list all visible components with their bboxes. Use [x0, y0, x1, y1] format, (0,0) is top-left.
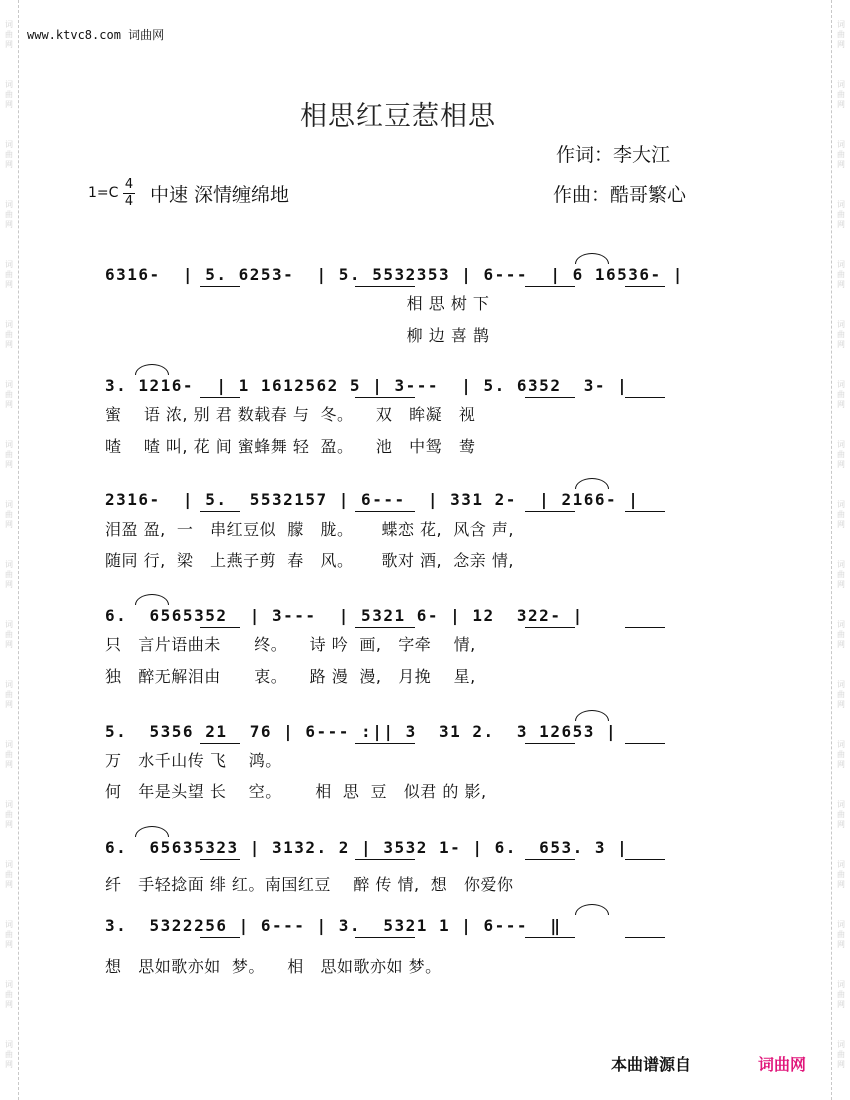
watermark-text: 词 曲 网: [837, 380, 845, 409]
rhythm-beam: [200, 627, 240, 628]
notes-system-3: 2316- | 5. 5532157 | 6--- | 331 2- | 2166- |: [105, 490, 725, 516]
rhythm-beam: [200, 937, 240, 938]
watermark-text: 词 曲 网: [5, 20, 13, 49]
lyricist: 作词：李大江: [556, 144, 671, 166]
watermark-text: 词 曲 网: [5, 200, 13, 229]
watermark-text: 词 曲 网: [5, 440, 13, 469]
rhythm-beam: [355, 937, 415, 938]
rhythm-beam: [355, 859, 415, 860]
watermark-text: 词 曲 网: [5, 740, 13, 769]
rhythm-beam: [200, 397, 240, 398]
watermark-text: 词 曲 网: [837, 560, 845, 589]
lyrics-system-7-verse-1: 想 思如歌亦如 梦。 相 思如歌亦如 梦。: [105, 957, 442, 976]
lyrics-system-5-verse-1: 万 水千山传 飞 鸿。: [105, 751, 282, 770]
slur-mark: [575, 904, 609, 915]
notes-system-6: 6. 65635323 | 3132. 2 | 3532 1- | 6. 653. 3 |: [105, 838, 725, 864]
rhythm-beam: [355, 511, 415, 512]
footer-logo[interactable]: 词曲网: [758, 1055, 807, 1074]
watermark-text: 词 曲 网: [837, 260, 845, 289]
watermark-text: 词 曲 网: [5, 80, 13, 109]
rhythm-beam: [525, 627, 575, 628]
right-watermark-strip: [831, 0, 850, 1100]
watermark-text: 词 曲 网: [5, 800, 13, 829]
watermark-text: 词 曲 网: [837, 440, 845, 469]
composer: 作曲：酷哥繁心: [553, 184, 687, 206]
lyrics-system-1-verse-2: 柳 边 喜 鹊: [105, 326, 490, 345]
rhythm-beam: [525, 743, 575, 744]
watermark-text: 词 曲 网: [5, 560, 13, 589]
lyrics-system-3-verse-2: 随同 行, 梁 上燕子剪 春 风。 歌对 酒, 念亲 情,: [105, 551, 514, 570]
rhythm-beam: [625, 511, 665, 512]
watermark-text: 词 曲 网: [837, 800, 845, 829]
left-watermark-strip: [0, 0, 19, 1100]
rhythm-beam: [200, 511, 240, 512]
rhythm-beam: [525, 859, 575, 860]
time-numerator: 4: [124, 177, 134, 192]
lyrics-system-2-verse-2: 喳 喳 叫, 花 间 蜜蜂舞 轻 盈。 池 中鸳 鸯: [105, 437, 476, 456]
watermark-text: 词 曲 网: [5, 260, 13, 289]
lyrics-system-2-verse-1: 蜜 语 浓, 别 君 数载春 与 冬。 双 眸凝 视: [105, 405, 476, 424]
rhythm-beam: [525, 511, 575, 512]
tempo-marking: 中速 深情缠绵地: [150, 184, 290, 206]
watermark-text: 词 曲 网: [5, 500, 13, 529]
watermark-text: 词 曲 网: [837, 320, 845, 349]
rhythm-beam: [625, 286, 665, 287]
watermark-text: 词 曲 网: [5, 380, 13, 409]
song-title: 相思红豆惹相思: [300, 101, 496, 132]
rhythm-beam: [525, 286, 575, 287]
watermark-text: 词 曲 网: [837, 140, 845, 169]
notes-system-1: 6316- | 5. 6253- | 5. 5532353 | 6--- | 6 16536- |: [105, 265, 725, 291]
watermark-text: 词 曲 网: [837, 920, 845, 949]
notes-system-7: 3. 5322256 | 6--- | 3. 5321 1 | 6--- ‖: [105, 916, 725, 942]
lyrics-system-1-verse-1: 相 思 树 下: [105, 294, 490, 313]
watermark-text: 词 曲 网: [837, 80, 845, 109]
key-text: 1=C: [88, 185, 119, 201]
watermark-text: 词 曲 网: [837, 20, 845, 49]
slur-mark: [135, 364, 169, 375]
rhythm-beam: [200, 859, 240, 860]
rhythm-beam: [355, 743, 415, 744]
rhythm-beam: [355, 627, 415, 628]
rhythm-beam: [200, 743, 240, 744]
rhythm-beam: [525, 397, 575, 398]
slur-mark: [575, 710, 609, 721]
watermark-text: 词 曲 网: [837, 740, 845, 769]
rhythm-beam: [525, 937, 575, 938]
watermark-text: 词 曲 网: [5, 320, 13, 349]
notes-system-5: 5. 5356 21 76 | 6--- :|| 3 31 2. 3 12653 |: [105, 722, 725, 748]
watermark-text: 词 曲 网: [837, 620, 845, 649]
site-url[interactable]: www.ktvc8.com 词曲网: [27, 28, 165, 42]
rhythm-beam: [355, 397, 415, 398]
footer-source-label: 本曲谱源自: [611, 1055, 692, 1074]
slur-mark: [575, 478, 609, 489]
watermark-text: 词 曲 网: [837, 200, 845, 229]
lyrics-system-6-verse-1: 纤 手轻捻面 绯 红。南国红豆 醉 传 情, 想 你爱你: [105, 875, 514, 894]
rhythm-beam: [355, 286, 415, 287]
watermark-text: 词 曲 网: [5, 620, 13, 649]
rhythm-beam: [625, 627, 665, 628]
watermark-text: 词 曲 网: [5, 140, 13, 169]
rhythm-beam: [625, 859, 665, 860]
time-signature: [123, 178, 135, 209]
slur-mark: [135, 826, 169, 837]
watermark-text: 词 曲 网: [5, 680, 13, 709]
lyrics-system-3-verse-1: 泪盈 盈, 一 串红豆似 朦 胧。 蝶恋 花, 风含 声,: [105, 520, 514, 539]
watermark-text: 词 曲 网: [837, 980, 845, 1009]
watermark-text: 词 曲 网: [5, 980, 13, 1009]
lyrics-system-5-verse-2: 何 年是头望 长 空。 相 思 豆 似君 的 影,: [105, 782, 487, 801]
lyrics-system-4-verse-1: 只 言片语曲未 终。 诗 吟 画, 字牵 情,: [105, 635, 476, 654]
rhythm-beam: [200, 286, 240, 287]
notes-system-2: 3. 1216- | 1 1612562 5 | 3--- | 5. 6352 3- |: [105, 376, 725, 402]
watermark-text: 词 曲 网: [5, 860, 13, 889]
rhythm-beam: [625, 397, 665, 398]
notes-system-4: 6. 6565352 | 3--- | 5321 6- | 12 322- |: [105, 606, 725, 632]
watermark-text: 词 曲 网: [5, 1040, 13, 1069]
rhythm-beam: [625, 937, 665, 938]
watermark-text: 词 曲 网: [837, 680, 845, 709]
watermark-text: 词 曲 网: [837, 860, 845, 889]
time-denominator: 4: [124, 194, 134, 209]
lyrics-system-4-verse-2: 独 醉无解泪由 衷。 路 漫 漫, 月挽 星,: [105, 667, 476, 686]
rhythm-beam: [625, 743, 665, 744]
watermark-text: 词 曲 网: [837, 500, 845, 529]
slur-mark: [575, 253, 609, 264]
watermark-text: 词 曲 网: [5, 920, 13, 949]
watermark-text: 词 曲 网: [837, 1040, 845, 1069]
slur-mark: [135, 594, 169, 605]
